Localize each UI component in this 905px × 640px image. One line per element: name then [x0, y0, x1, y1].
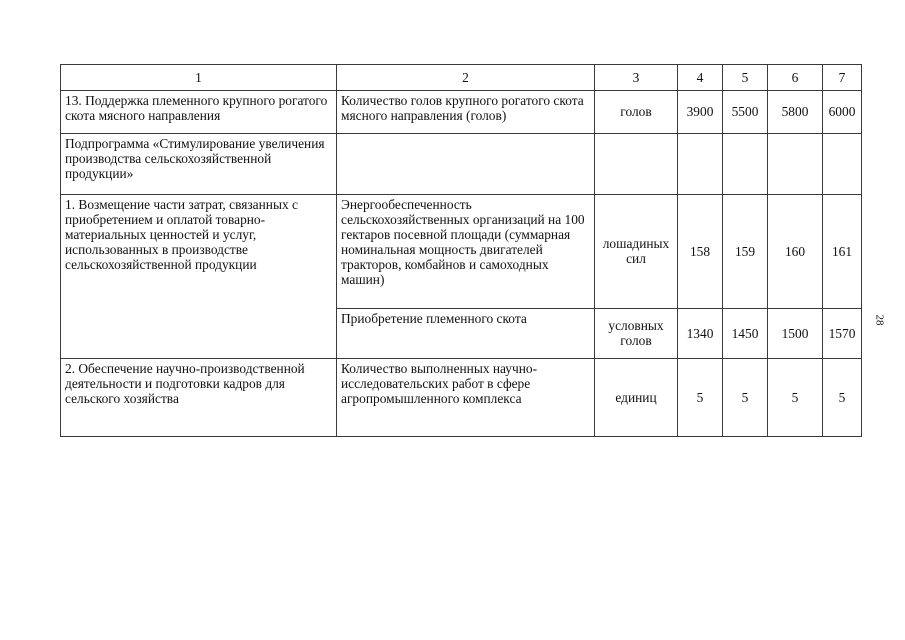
indicator-cell: Количество выполненных научно-исследовательских работ в сфере агропромышленного комплекса [337, 359, 595, 437]
measure-cell: 1. Возмещение части затрат, связанных с приобретением и оплатой товарно-материальных ценностей и услуг, использованных в производстве сельскохозяйственной продукции [61, 195, 337, 359]
value-cell: 160 [768, 195, 823, 309]
measure-cell: 2. Обеспечение научно-производственной деятельности и подготовки кадров для сельского хозяйства [61, 359, 337, 437]
value-cell: 159 [723, 195, 768, 309]
table-row-subprogram [61, 134, 862, 195]
empty-cell [337, 134, 595, 195]
unit-cell: условных голов [595, 309, 678, 359]
indicator-cell: Энергообеспеченность сельскохозяйственных организаций на 100 гектаров посевной площади (суммарная номинальная мощность двигателей тракторов, комбайнов и самоходных машин) [337, 195, 595, 309]
measure-cell: 13. Поддержка племенного крупного рогатого скота мясного направления [61, 91, 337, 134]
table-row-energy [61, 195, 862, 309]
indicator-cell: Приобретение племенного скота [337, 309, 595, 359]
empty-cell [595, 134, 678, 195]
value-cell: 158 [678, 195, 723, 309]
unit-cell: единиц [595, 359, 678, 437]
page-number: 28 [873, 314, 886, 326]
value-cell: 6000 [823, 91, 862, 134]
value-cell: 161 [823, 195, 862, 309]
value-cell: 1340 [678, 309, 723, 359]
header-cell-1: 1 [61, 65, 337, 91]
value-cell: 5 [678, 359, 723, 437]
header-cell-3: 3 [595, 65, 678, 91]
header-cell-5: 5 [723, 65, 768, 91]
value-cell: 1500 [768, 309, 823, 359]
table-row-cattle [61, 91, 862, 134]
value-cell: 5500 [723, 91, 768, 134]
value-cell: 5 [823, 359, 862, 437]
value-cell: 5 [768, 359, 823, 437]
empty-cell [678, 134, 723, 195]
empty-cell [768, 134, 823, 195]
value-cell: 1450 [723, 309, 768, 359]
unit-cell: голов [595, 91, 678, 134]
empty-cell [823, 134, 862, 195]
indicators-table [60, 64, 862, 437]
empty-cell [723, 134, 768, 195]
indicator-cell: Количество голов крупного рогатого скота мясного направления (голов) [337, 91, 595, 134]
value-cell: 5 [723, 359, 768, 437]
header-cell-4: 4 [678, 65, 723, 91]
value-cell: 3900 [678, 91, 723, 134]
table-row-research [61, 359, 862, 437]
subprogram-title-cell: Подпрограмма «Стимулирование увеличения производства сельскохозяйственной продукции» [61, 134, 337, 195]
value-cell: 1570 [823, 309, 862, 359]
unit-cell: лошадиных сил [595, 195, 678, 309]
header-row [61, 65, 862, 91]
header-cell-2: 2 [337, 65, 595, 91]
header-cell-7: 7 [823, 65, 862, 91]
value-cell: 5800 [768, 91, 823, 134]
header-cell-6: 6 [768, 65, 823, 91]
